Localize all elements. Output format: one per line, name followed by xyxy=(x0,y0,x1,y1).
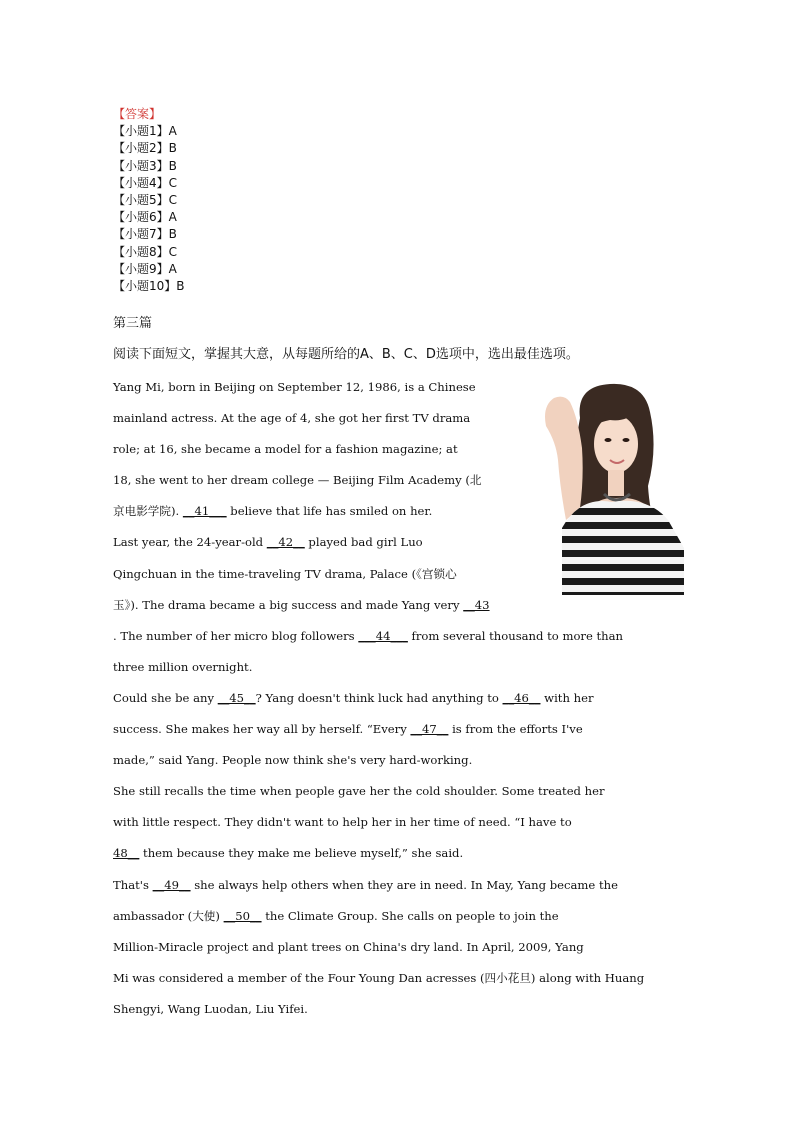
answer-item: 【小题5】C xyxy=(113,193,178,208)
passage-text: with her xyxy=(540,690,594,705)
paragraph-3 xyxy=(113,776,681,869)
answer-item: 【小题3】B xyxy=(113,158,177,173)
passage-line: Shengyi, Wang Luodan, Liu Yifei. xyxy=(113,1001,308,1016)
answer-item: 【小题10】B xyxy=(113,279,185,294)
instruction: 阅读下面短文，掌握其大意，从每题所给的A、B、C、D选项中，选出最佳选项。 xyxy=(113,347,579,362)
passage-text: 玉》). The drama became a big success and made Yang very xyxy=(113,597,464,612)
passage-text: ambassador (大使) xyxy=(113,908,224,923)
passage-line xyxy=(113,901,681,932)
answer-item: 【小题2】B xyxy=(113,141,177,156)
passage-line: Mi was considered a member of the Four Young Dan acresses (四小花旦) along with Huang xyxy=(113,970,645,985)
blank-50: __50__ xyxy=(223,908,262,923)
blank-41: __41___ xyxy=(182,504,227,519)
passage-text: played bad girl Luo xyxy=(304,535,423,550)
passage-line: role; at 16, she became a model for a fashion magazine; at xyxy=(113,442,458,457)
paragraph-4 xyxy=(113,870,681,1025)
passage-line: mainland actress. At the age of 4, she got her first TV drama xyxy=(113,411,471,426)
passage-line xyxy=(113,621,681,652)
passage-line xyxy=(113,838,681,869)
answer-item: 【小题6】A xyxy=(113,210,177,225)
answer-item: 【小题1】A xyxy=(113,124,177,139)
passage-text: . The number of her micro blog followers xyxy=(113,628,359,643)
passage-line: Million-Miracle project and plant trees on China's dry land. In April, 2009, Yang xyxy=(113,939,584,954)
passage-text: believe that life has smiled on her. xyxy=(226,504,433,519)
passage-text: the Climate Group. She calls on people to join the xyxy=(261,908,559,923)
passage-text: she always help others when they are in need. In May, Yang became the xyxy=(190,877,618,892)
passage-line: with little respect. They didn't want to help her in her time of need. “I have to xyxy=(113,815,572,830)
section-title: 第三篇 xyxy=(113,316,153,331)
passage-line xyxy=(113,496,516,527)
passage-text: is from the efforts I've xyxy=(448,722,583,737)
passage-text: Could she be any xyxy=(113,690,218,705)
blank-44: ___44___ xyxy=(358,628,408,643)
blank-47: __47__ xyxy=(410,722,449,737)
answer-item: 【小题7】B xyxy=(113,227,177,242)
passage-line: Yang Mi, born in Beijing on September 12, 1986, is a Chinese xyxy=(113,380,476,394)
paragraph-2 xyxy=(113,683,681,776)
blank-46: __46__ xyxy=(502,690,541,705)
blank-43: __43 xyxy=(463,597,490,612)
blank-45: __45__ xyxy=(217,690,256,705)
passage-line: made,” said Yang. People now think she's very hard-working. xyxy=(113,753,473,768)
passage-line xyxy=(113,714,681,745)
passage-line: three million overnight. xyxy=(113,659,253,674)
passage-line xyxy=(113,527,516,558)
passage xyxy=(113,372,681,1025)
passage-text: success. She makes her way all by herself. “Every xyxy=(113,722,411,737)
passage-line xyxy=(113,590,516,621)
blank-49: __49__ xyxy=(152,877,191,892)
passage-text: Last year, the 24-year-old xyxy=(113,535,267,550)
passage-text: That's xyxy=(113,877,153,892)
passage-text: from several thousand to more than xyxy=(407,628,624,643)
passage-line xyxy=(113,683,681,714)
answer-block xyxy=(113,106,185,295)
answer-item: 【小题4】C xyxy=(113,175,178,190)
passage-line: 18, she went to her dream college — Beijing Film Academy (北 xyxy=(113,473,482,488)
passage-line xyxy=(113,870,681,901)
answer-item: 【小题9】A xyxy=(113,261,177,276)
passage-text: 京电影学院). xyxy=(113,504,183,519)
passage-line: She still recalls the time when people gave her the cold shoulder. Some treated her xyxy=(113,784,605,799)
answer-item: 【小题8】C xyxy=(113,244,178,259)
blank-42: __42__ xyxy=(266,535,305,550)
passage-line: Qingchuan in the time-traveling TV drama, Palace (《宫锁心 xyxy=(113,566,457,581)
passage-text: ? Yang doesn't think luck had anything to xyxy=(255,690,503,705)
blank-48: 48__ xyxy=(113,846,140,861)
paragraph-1 xyxy=(113,372,681,683)
passage-text: them because they make me believe myself,” she said. xyxy=(139,846,464,861)
answer-header: 【答案】 xyxy=(113,107,162,121)
